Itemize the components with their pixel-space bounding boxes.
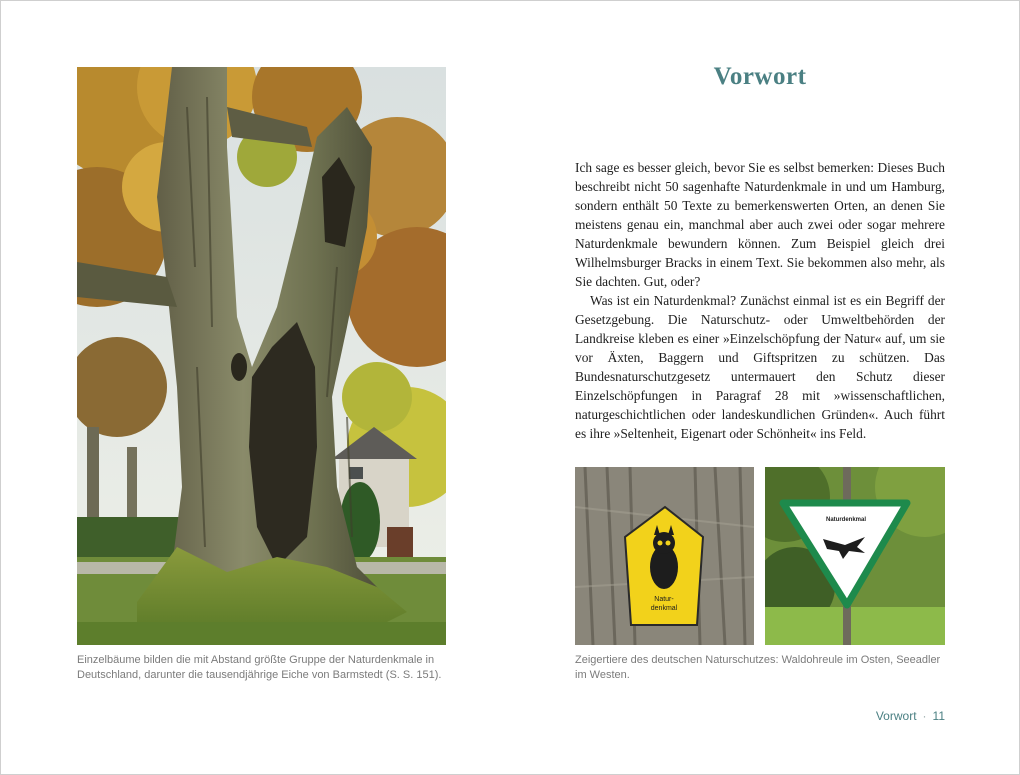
paragraph-1: Ich sage es besser gleich, bevor Sie es selbst bemerken: Dieses Buch beschreibt nicht 50 sagenhafte Naturdenkmale in und um Hamburg, sondern enthält 50 Texte zu bemerkenswerten Orten, an denen Sie meistens genau ein, manchmal aber auch zwei oder sogar mehrere Naturdenkmale bewundern können. Zum Beispiel gleich drei Wilhelmsburger Bracks in einem Text. Sie bekommen also mehr, als Sie dachten. Gut, oder? (575, 160, 945, 289)
footer-separator: · (922, 709, 927, 723)
page-footer (761, 709, 945, 723)
owl-sign-text-line2: denkmal (650, 605, 678, 612)
owl-sign-text-line1: Natur- (654, 596, 674, 603)
eagle-sign-photo (765, 467, 945, 645)
page-number: 11 (932, 709, 945, 723)
oak-tree-photo (77, 67, 446, 645)
paragraph-2: Was ist ein Naturdenkmal? Zunächst einmal ist es ein Begriff der Gesetzgebung. Die Naturschutz- oder Umweltbehörden der Landkreise kleben es einer »Einzelschöpfung der Natur« auf, um sie vor Äxten, Baggern und Giftspritzen zu schützen. Das Bundesnaturschutzgesetz untermauert den Schutz dieser Einzelschöpfungen in Paragraf 28 mit »wissenschaftlichen, naturgeschichtlichen oder landeskundlichen Gründen«. Auch führt es ihre »Seltenheit, Eigenart oder Schönheit« ins Feld. (575, 293, 945, 441)
tree-photo-caption: Einzelbäume bilden die mit Abstand größte Gruppe der Naturdenkmale in Deutschland, darunter die tausendjährige Eiche von Barmstedt (S. S. 151). (77, 654, 442, 681)
page-title: Vorwort (713, 63, 807, 90)
sign-photos-caption: Zeigertiere des deutschen Naturschutzes: Waldohreule im Osten, Seeadler im Westen. (575, 654, 941, 681)
footer-section: Vorwort (875, 709, 917, 723)
owl-sign-photo (575, 467, 754, 645)
foreword-text (575, 158, 945, 443)
eagle-sign-text: Naturdenkmal (825, 517, 867, 523)
